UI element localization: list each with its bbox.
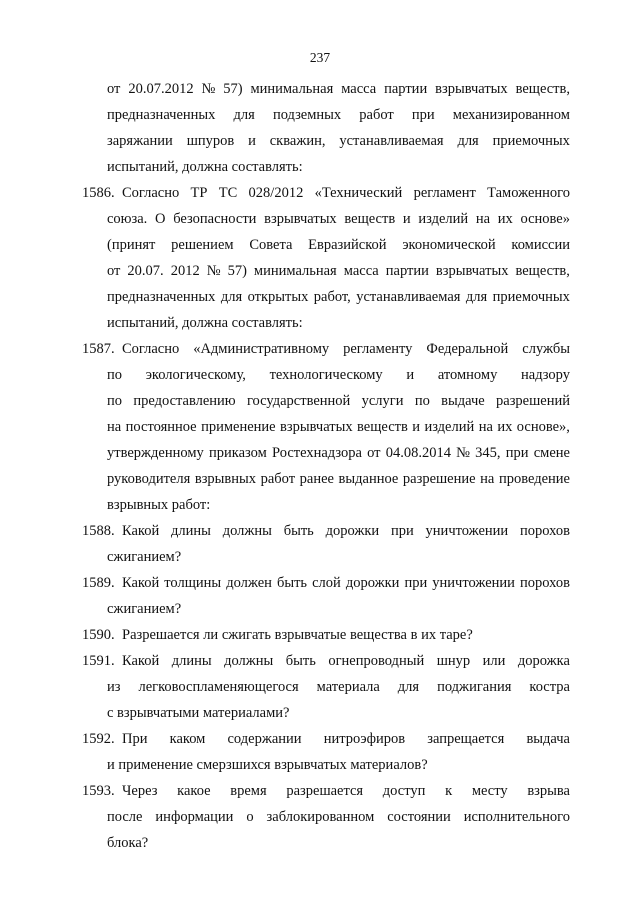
word: по bbox=[107, 393, 123, 409]
word: ТР bbox=[190, 185, 208, 201]
word: Согласно bbox=[122, 185, 180, 201]
word: устанавливаемая bbox=[339, 133, 444, 149]
question-number: 1589. bbox=[82, 575, 115, 591]
word: предназначенных bbox=[107, 289, 216, 305]
text-line bbox=[107, 80, 570, 98]
word: партии bbox=[385, 263, 429, 279]
word: месту bbox=[471, 783, 508, 799]
word: решением bbox=[171, 237, 234, 253]
text-line: испытаний, должна составлять: bbox=[107, 315, 303, 331]
word: и bbox=[406, 367, 415, 383]
word: для bbox=[220, 289, 243, 305]
word: при bbox=[390, 523, 414, 539]
word: толщины bbox=[164, 575, 222, 591]
word: партии bbox=[384, 81, 428, 97]
word: разрешений bbox=[496, 393, 570, 409]
word: комиссии bbox=[511, 237, 570, 253]
word: для bbox=[233, 107, 255, 123]
word: экономической bbox=[402, 237, 496, 253]
word: Какой bbox=[122, 523, 160, 539]
word: заблокированном bbox=[266, 809, 375, 825]
word: № bbox=[201, 81, 216, 97]
text-line bbox=[107, 444, 570, 462]
word: руководителя bbox=[107, 471, 191, 487]
word: или bbox=[482, 653, 506, 669]
word: надзору bbox=[521, 367, 570, 383]
word: порохов bbox=[519, 575, 570, 591]
text-line: Разрешается ли сжигать взрывчатые вещества в их таре? bbox=[122, 627, 473, 643]
question-number: 1586. bbox=[82, 185, 115, 201]
word: службы bbox=[522, 341, 570, 357]
word: при bbox=[404, 575, 428, 591]
text-line bbox=[107, 418, 570, 436]
word: от bbox=[107, 81, 121, 97]
text-line bbox=[122, 522, 570, 540]
word: длины bbox=[171, 523, 211, 539]
word: взрыва bbox=[527, 783, 570, 799]
text-line bbox=[107, 236, 570, 254]
text-line bbox=[107, 366, 570, 384]
word: «Административному bbox=[193, 341, 330, 357]
question-number: 1593. bbox=[82, 783, 115, 799]
word: приемочных bbox=[492, 289, 570, 305]
word: каком bbox=[169, 731, 206, 747]
word: шнур bbox=[436, 653, 471, 669]
word: взрывчатых bbox=[264, 211, 337, 227]
word: состоянии bbox=[387, 809, 451, 825]
word: проведение bbox=[498, 471, 570, 487]
word: взрывных bbox=[194, 471, 257, 487]
word: регламент bbox=[413, 185, 476, 201]
word: разрешается bbox=[286, 783, 364, 799]
word: для bbox=[457, 133, 479, 149]
word: для bbox=[397, 679, 420, 695]
word: Ростехнадзора bbox=[272, 445, 362, 461]
word: 57) bbox=[223, 81, 243, 97]
word: от bbox=[367, 445, 381, 461]
word: взрывчатых bbox=[435, 81, 508, 97]
word: Федеральной bbox=[426, 341, 509, 357]
word: выдаче bbox=[441, 393, 485, 409]
word: 2012 bbox=[170, 263, 200, 279]
word: безопасности bbox=[173, 211, 257, 227]
text-line: с взрывчатыми материалами? bbox=[107, 705, 290, 721]
word: экологическому, bbox=[145, 367, 246, 383]
word: веществ, bbox=[515, 263, 570, 279]
text-line bbox=[122, 782, 570, 800]
word: их bbox=[497, 211, 513, 227]
word: веществ bbox=[344, 211, 396, 227]
word: запрещается bbox=[427, 731, 505, 747]
word: открытых bbox=[247, 289, 309, 305]
question-number: 1587. bbox=[82, 341, 115, 357]
page-number: 237 bbox=[309, 50, 331, 65]
word: для bbox=[465, 289, 488, 305]
word: время bbox=[230, 783, 267, 799]
word: 028/2012 bbox=[248, 185, 304, 201]
word: Согласно bbox=[122, 341, 180, 357]
text-line bbox=[107, 470, 570, 488]
word: регламенту bbox=[343, 341, 413, 357]
text-line: испытаний, должна составлять: bbox=[107, 159, 303, 175]
word: приемочных bbox=[492, 133, 570, 149]
word: предоставлению bbox=[133, 393, 236, 409]
word: и bbox=[248, 133, 256, 149]
word: основе» bbox=[520, 211, 570, 227]
word: легковоспламеняющегося bbox=[138, 679, 299, 695]
word: 04.08.2014 bbox=[385, 445, 451, 461]
word: работ bbox=[260, 471, 296, 487]
word: минимальная bbox=[253, 263, 337, 279]
word: быть bbox=[283, 523, 314, 539]
word: заряжании bbox=[107, 133, 173, 149]
word: устанавливаемая bbox=[356, 289, 461, 305]
text-line bbox=[107, 132, 570, 150]
word: дорожки bbox=[325, 523, 380, 539]
word: нитроэфиров bbox=[323, 731, 406, 747]
word: при bbox=[505, 445, 529, 461]
word: выданное bbox=[338, 471, 399, 487]
word: о bbox=[246, 809, 254, 825]
word: веществ bbox=[357, 419, 408, 435]
word: исполнительного bbox=[463, 809, 570, 825]
text-line bbox=[107, 808, 570, 826]
text-line: взрывных работ: bbox=[107, 497, 211, 513]
word: Таможенного bbox=[487, 185, 570, 201]
word: минимальная bbox=[250, 81, 334, 97]
word: О bbox=[155, 211, 166, 227]
text-line: блока? bbox=[107, 835, 149, 851]
word: веществ, bbox=[515, 81, 570, 97]
question-number: 1591. bbox=[82, 653, 115, 669]
word: подземных bbox=[272, 107, 342, 123]
word: 20.07. bbox=[127, 263, 164, 279]
word: союза. bbox=[107, 211, 148, 227]
word: работ bbox=[359, 107, 394, 123]
word: ранее bbox=[299, 471, 334, 487]
word: При bbox=[122, 731, 148, 747]
word: Через bbox=[122, 783, 158, 799]
word: (принят bbox=[107, 237, 156, 253]
word: на bbox=[480, 471, 495, 487]
word: какое bbox=[177, 783, 211, 799]
word: взрывчатых bbox=[280, 419, 353, 435]
word: дорожки bbox=[345, 575, 400, 591]
text-line: сжиганием? bbox=[107, 549, 182, 565]
word: взрывчатых bbox=[435, 263, 509, 279]
question-number: 1588. bbox=[82, 523, 115, 539]
text-line bbox=[107, 210, 570, 228]
word: работ, bbox=[313, 289, 351, 305]
word: изделий bbox=[418, 211, 469, 227]
word: должны bbox=[224, 653, 274, 669]
word: быть bbox=[285, 653, 316, 669]
word: технологическому bbox=[269, 367, 383, 383]
word: масса bbox=[343, 263, 379, 279]
text-line bbox=[122, 340, 570, 358]
word: доступ bbox=[382, 783, 426, 799]
word: информации bbox=[155, 809, 234, 825]
word: 57) bbox=[227, 263, 247, 279]
word: постоянное bbox=[125, 419, 197, 435]
word: государственной bbox=[246, 393, 351, 409]
word: на bbox=[475, 211, 491, 227]
word: Совета bbox=[249, 237, 293, 253]
word: материала bbox=[316, 679, 380, 695]
word: порохов bbox=[519, 523, 570, 539]
word: содержании bbox=[227, 731, 302, 747]
word: должен bbox=[226, 575, 272, 591]
word: по bbox=[107, 367, 123, 383]
word: применение bbox=[201, 419, 276, 435]
word: ТС bbox=[218, 185, 238, 201]
word: по bbox=[414, 393, 430, 409]
word: костра bbox=[529, 679, 570, 695]
word: уничтожении bbox=[425, 523, 509, 539]
word: должны bbox=[222, 523, 272, 539]
word: слой bbox=[312, 575, 341, 591]
word: скважин, bbox=[269, 133, 326, 149]
word: предназначенных bbox=[107, 107, 216, 123]
word: быть bbox=[276, 575, 308, 591]
text-line bbox=[122, 574, 570, 592]
word: огнепроводный bbox=[328, 653, 425, 669]
text-line bbox=[107, 288, 570, 306]
word: на bbox=[107, 419, 122, 435]
text-line bbox=[122, 184, 570, 202]
word: № bbox=[456, 445, 470, 461]
text-line bbox=[107, 678, 570, 696]
text-line bbox=[107, 392, 570, 410]
word: № bbox=[206, 263, 221, 279]
word: их bbox=[497, 419, 513, 435]
word: Какой bbox=[122, 653, 160, 669]
word: и bbox=[402, 211, 411, 227]
word: 345, bbox=[475, 445, 501, 461]
word: поджигания bbox=[437, 679, 512, 695]
word: механизированном bbox=[452, 107, 570, 123]
word: 20.07.2012 bbox=[128, 81, 194, 97]
word: уничтожении bbox=[432, 575, 515, 591]
question-number: 1592. bbox=[82, 731, 115, 747]
word: от bbox=[107, 263, 121, 279]
word: к bbox=[445, 783, 453, 799]
text-line bbox=[122, 730, 570, 748]
word: дорожка bbox=[517, 653, 570, 669]
text-line: сжиганием? bbox=[107, 601, 182, 617]
word: выдача bbox=[526, 731, 570, 747]
word: основе», bbox=[516, 419, 570, 435]
text-line: и применение смерзшихся взрывчатых материалов? bbox=[107, 757, 428, 773]
word: атомному bbox=[437, 367, 498, 383]
text-line bbox=[122, 652, 570, 670]
word: смене bbox=[533, 445, 570, 461]
word: приказом bbox=[208, 445, 267, 461]
word: разрешение bbox=[402, 471, 476, 487]
word: на bbox=[478, 419, 493, 435]
word: из bbox=[107, 679, 121, 695]
word: Евразийской bbox=[308, 237, 387, 253]
text-line bbox=[107, 262, 570, 280]
word: услуги bbox=[361, 393, 404, 409]
word: масса bbox=[341, 81, 377, 97]
word: и bbox=[412, 419, 421, 435]
word: шпуров bbox=[186, 133, 235, 149]
word: длины bbox=[171, 653, 212, 669]
question-number: 1590. bbox=[82, 627, 115, 643]
word: при bbox=[411, 107, 435, 123]
word: Какой bbox=[122, 575, 160, 591]
word: утвержденному bbox=[107, 445, 204, 461]
word: после bbox=[107, 809, 143, 825]
word: изделий bbox=[424, 419, 475, 435]
text-line bbox=[107, 106, 570, 124]
word: «Технический bbox=[314, 185, 403, 201]
